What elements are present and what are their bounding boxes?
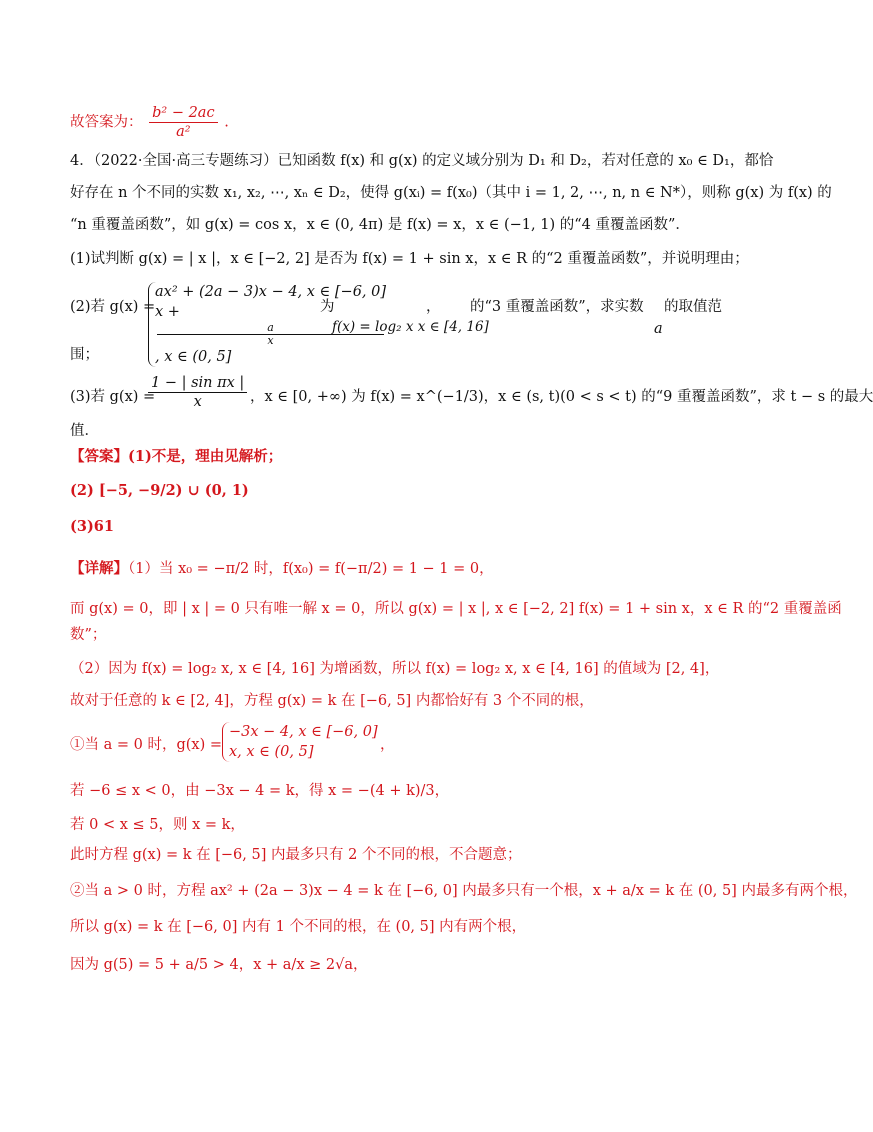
detail-piecewise [222,722,378,762]
previous-answer-line [70,104,730,141]
fraction-denominator: x [193,394,202,410]
fraction-denominator: a² [176,124,191,140]
answer-1: (1)不是，理由见解析； [128,448,283,465]
question-3-prefix: (3)若 g(x) = [70,389,156,405]
case-2-domain: , x ∈ (0, 5] [155,349,232,365]
piecewise-case-1: −3x − 4, x ∈ [−6, 0] [229,724,378,740]
case-2-lead: x + [155,304,180,320]
question-2-range: 的取值范 [664,299,722,315]
fraction-numerator: 1 − | sin πx | [148,374,247,393]
previous-answer-label: 故答案为： [70,114,143,131]
detail-line-1 [70,558,730,580]
answer-1-line [70,446,730,468]
detail-line-6 [70,722,730,766]
problem-line-3: “n 重覆盖函数”，如 g(x) = cos x，x ∈ (0, 4π) 是 f(x) = x，x ∈ (−1, 1) 的“4 重覆盖函数”． [70,217,690,233]
fraction-denominator: x [267,334,274,347]
answer-2: (2) [−5, −9/2) ∪ (0, 1) [70,482,249,499]
detail-line-4: （2）因为 f(x) = log₂ x, x ∈ [4, 16] 为增函数，所以 f(x) = log₂ x, x ∈ [4, 16] 的值域为 [2, 4]， [70,661,720,677]
question-2-comma: ， [426,299,441,315]
previous-answer-end: . [224,114,229,131]
detail-line-9: 此时方程 g(x) = k 在 [−6, 5] 内最多只有 2 个不同的根，不合题意； [70,847,522,863]
detail-line-8: 若 0 < x ≤ 5，则 x = k， [70,817,245,833]
detail-text-1: （1）当 x₀ = −π/2 时，f(x₀) = f(−π/2) = 1 − 1 = 0， [128,561,494,577]
question-2 [70,282,730,365]
question-2-target-function: f(x) = log₂ x x ∈ [4, 16] [332,319,489,335]
question-3-fraction [148,374,247,411]
detail-line-10: ②当 a > 0 时，方程 ax² + (2a − 3)x − 4 = k 在 [−6, 0] 内最多只有一个根，x + a/x = k 在 (0, 5] 内最多有两个根， [70,883,858,899]
detail-line-12: 因为 g(5) = 5 + a/5 > 4，x + a/x ≥ 2√a， [70,957,368,973]
previous-answer-fraction [149,104,217,141]
detail-line-6-end: ， [380,737,395,753]
problem-line-2: 好存在 n 个不同的实数 x₁, x₂, ⋯, xₙ ∈ D₂，使得 g(xᵢ) = f(x₀)（其中 i = 1, 2, ⋯, n, n ∈ N*），则称 g(x) 为 f(x) 的 [70,185,832,201]
piecewise-case-1: ax² + (2a − 3)x − 4, x ∈ [−6, 0] [155,284,387,300]
question-2-variable-a: a [654,321,663,337]
question-3 [70,374,873,420]
question-3-body: ，x ∈ [0, +∞) 为 f(x) = x^(−1/3)，x ∈ (s, t)(0 < s < t) 的“9 重覆盖函数”，求 t − s 的最大 [250,389,873,405]
detail-line-11: 所以 g(x) = k 在 [−6, 0] 内有 1 个不同的根，在 (0, 5] 内有两个根， [70,919,527,935]
detail-head: 【详解】 [70,560,128,577]
detail-line-2: 而 g(x) = 0，即 | x | = 0 只有唯一解 x = 0，所以 g(x) = | x |, x ∈ [−2, 2] f(x) = 1 + sin x，x ∈ R 的“2 重覆盖函 [70,601,842,617]
question-2-post: 的“3 重覆盖函数”，求实数 [470,299,644,315]
fraction-numerator: a [157,322,384,335]
question-2-wei: 为 [320,299,335,315]
detail-line-6-prefix: ①当 a = 0 时，g(x) = [70,737,222,753]
question-2-prefix: (2)若 g(x) = [70,299,156,315]
answer-3: (3)61 [70,518,114,535]
question-2-end: 围； [70,347,99,363]
fraction-numerator: b² − 2ac [149,104,217,123]
answer-head: 【答案】 [70,448,128,465]
detail-line-7: 若 −6 ≤ x < 0，由 −3x − 4 = k，得 x = −(4 + k)/3， [70,783,450,799]
piecewise-case-2: x, x ∈ (0, 5] [229,744,314,760]
detail-line-5: 故对于任意的 k ∈ [2, 4]，方程 g(x) = k 在 [−6, 5] 内都恰好有 3 个不同的根， [70,693,594,709]
problem-line-1: 4．（2022·全国·高三专题练习）已知函数 f(x) 和 g(x) 的定义域分别为 D₁ 和 D₂，若对任意的 x₀ ∈ D₁，都恰 [70,153,774,169]
detail-line-3: 数”； [70,627,107,643]
question-1: (1)试判断 g(x) = | x |，x ∈ [−2, 2] 是否为 f(x) = 1 + sin x，x ∈ R 的“2 重覆盖函数”，并说明理由； [70,251,749,267]
question-3-end: 值． [70,423,99,439]
